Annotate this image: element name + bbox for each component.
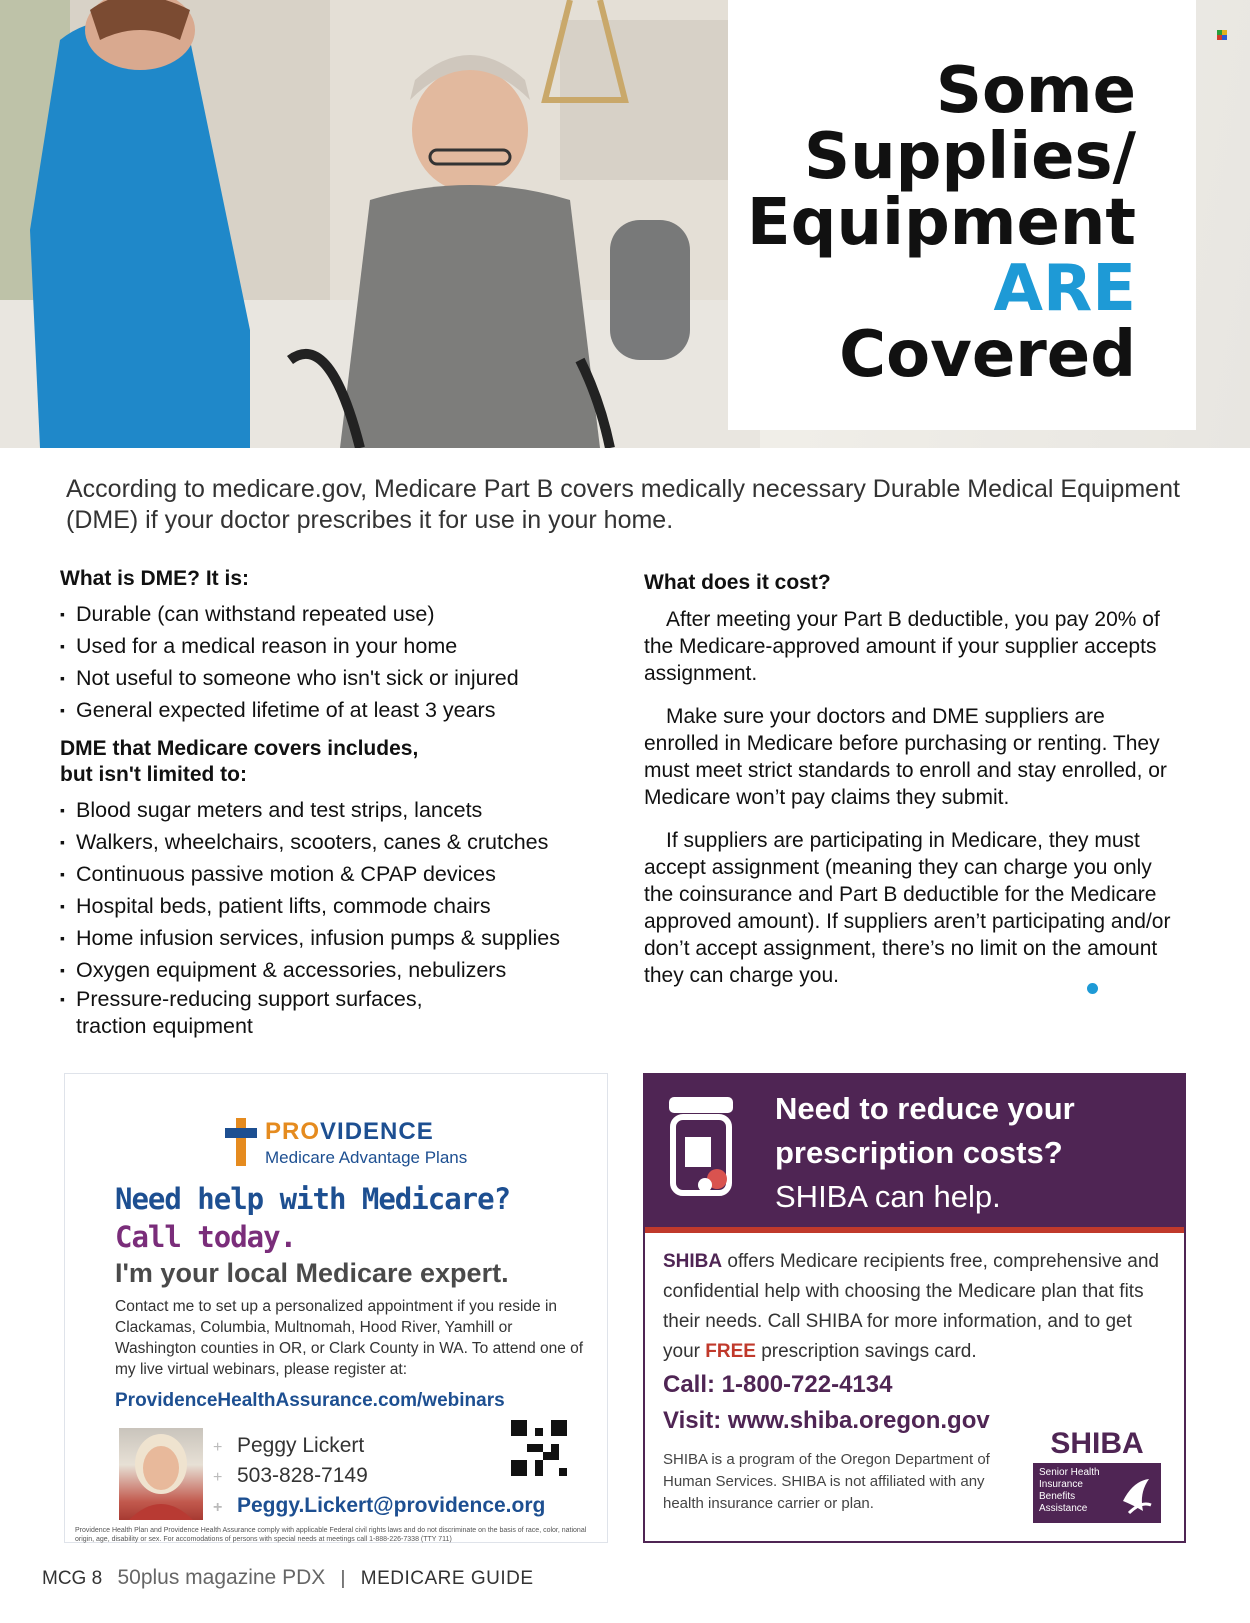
providence-ad[interactable] bbox=[64, 1073, 608, 1543]
shiba-logo-tagline: Senior Health Insurance Benefits Assistance bbox=[1039, 1467, 1100, 1514]
page-title-line-2: Supplies/ bbox=[803, 120, 1136, 194]
list-item: ▪ Blood sugar meters and test strips, lancets bbox=[60, 794, 640, 826]
footer-separator: | bbox=[340, 1568, 346, 1589]
agent-photo bbox=[119, 1428, 203, 1520]
list-item: ▪ Used for a medical reason in your home bbox=[60, 630, 640, 662]
list-item: ▪ Oxygen equipment & accessories, nebulizers bbox=[60, 954, 640, 986]
corner-logo-icon bbox=[1217, 30, 1227, 40]
section-name: MEDICARE GUIDE bbox=[360, 1568, 534, 1589]
shiba-headline: Need to reduce your prescription costs? SHIBA can help. bbox=[775, 1091, 1075, 1214]
pill-bottle-icon bbox=[665, 1097, 737, 1197]
page-number: MCG 8 bbox=[42, 1568, 103, 1589]
dme-criteria-list bbox=[60, 598, 640, 726]
shiba-phone-link[interactable]: Call: 1-800-722-4134 bbox=[663, 1371, 893, 1398]
list-item: ▪ Home infusion services, infusion pumps & supplies bbox=[60, 922, 640, 954]
qr-code-icon[interactable] bbox=[511, 1420, 567, 1476]
cost-heading: What does it cost? bbox=[644, 571, 831, 594]
list-item: ▪ General expected lifetime of at least 3 years bbox=[60, 694, 640, 726]
cost-paragraph: If suppliers are participating in Medicare, they must accept assignment (meaning they can charge you only the coinsurance and Part B deductible for the Medicare approved amount). If suppliers aren’t participating and/or don’t accept assignment, there’s no limit on the amount they can charge you. bbox=[644, 829, 1171, 987]
cost-column bbox=[644, 570, 1184, 989]
list-item: ▪ Hospital beds, patient lifts, commode chairs bbox=[60, 890, 640, 922]
hero-photo bbox=[0, 0, 760, 448]
end-mark-dot bbox=[1087, 983, 1098, 994]
shiba-divider bbox=[645, 1227, 1184, 1233]
providence-logo bbox=[225, 1118, 585, 1178]
page-title-line-5: Covered bbox=[839, 318, 1136, 392]
shiba-website-link[interactable]: Visit: www.shiba.oregon.gov bbox=[663, 1407, 990, 1434]
list-item: ▪ Continuous passive motion & CPAP devices bbox=[60, 858, 640, 890]
list-item: ▪ Not useful to someone who isn't sick or injured bbox=[60, 662, 640, 694]
covered-heading-line-1: DME that Medicare covers includes, bbox=[60, 737, 419, 760]
agent-name: + Peggy Lickert bbox=[213, 1434, 365, 1457]
agent-phone[interactable]: + 503-828-7149 bbox=[213, 1464, 368, 1487]
shiba-ad[interactable] bbox=[643, 1073, 1186, 1543]
title-panel bbox=[728, 0, 1196, 430]
shiba-body-text: SHIBA offers Medicare recipients free, comprehensive and confidential help with choosing the Medicare plan that fits their needs. Call SHIBA for more information, and to get your FREE prescription savings card. bbox=[663, 1251, 1159, 1362]
providence-subbrand: Medicare Advantage Plans bbox=[265, 1148, 468, 1167]
dme-definition-column bbox=[60, 566, 640, 1040]
list-item: ▪ Durable (can withstand repeated use) bbox=[60, 598, 640, 630]
hero-section bbox=[0, 0, 1250, 448]
covered-items-list bbox=[60, 794, 640, 1040]
cost-paragraph: After meeting your Part B deductible, you pay 20% of the Medicare-approved amount if your supplier accepts assignment. bbox=[644, 608, 1160, 685]
cost-paragraph: Make sure your doctors and DME suppliers are enrolled in Medicare before purchasing or renting. They must meet strict standards to enroll and stay enrolled, or Medicare won’t pay claims they submit. bbox=[644, 705, 1167, 809]
ad-body-text: Contact me to set up a personalized appointment if you reside in Clackamas, Columbia, Multnomah, Hood River, Yamhill or Washington counties in OR, or Clark County in WA. To attend one of my live virtual webinars, please register at: bbox=[115, 1298, 584, 1378]
ad-subheadline: I'm your local Medicare expert. bbox=[115, 1258, 509, 1288]
agent-email-link[interactable]: + Peggy.Lickert@providence.org bbox=[213, 1494, 546, 1517]
hands-icon bbox=[1119, 1471, 1155, 1517]
dme-heading: What is DME? It is: bbox=[60, 567, 249, 590]
legal-disclaimer: Providence Health Plan and Providence Health Assurance comply with applicable Federal civil rights laws and do not discriminate on the basis of race, color, national origin, age, disability or sex. For accomodations of persons with special needs at meetings call 1-888-226-7338 (TTY 711) bbox=[75, 1527, 587, 1543]
page-title-line-3: Equipment bbox=[746, 186, 1136, 260]
agent-portrait-icon bbox=[119, 1428, 203, 1520]
list-item: ▪ Pressure-reducing support surfaces, traction equipment bbox=[60, 986, 480, 1040]
intro-paragraph: According to medicare.gov, Medicare Part B covers medically necessary Durable Medical Equipment (DME) if your doctor prescribes it for use in your home. bbox=[66, 475, 1180, 534]
providence-brand: PROVIDENCE bbox=[265, 1118, 434, 1145]
page-title-accent: ARE bbox=[993, 252, 1136, 326]
shiba-logo: SHIBA Senior Health Insurance Benefits Assistance bbox=[1033, 1427, 1161, 1523]
ad-call-to-action: Call today. bbox=[115, 1220, 297, 1254]
webinar-link[interactable]: ProvidenceHealthAssurance.com/webinars bbox=[115, 1390, 505, 1411]
cross-icon bbox=[225, 1118, 257, 1166]
shiba-header-band bbox=[645, 1075, 1184, 1227]
shiba-footnote: SHIBA is a program of the Oregon Department of Human Services. SHIBA is not affiliated with any health insurance carrier or plan. bbox=[663, 1451, 990, 1512]
page-title-line-1: Some bbox=[935, 54, 1136, 128]
magazine-name: 50plus magazine PDX bbox=[117, 1566, 326, 1589]
covered-heading-line-2: but isn't limited to: bbox=[60, 763, 247, 786]
ad-headline: Need help with Medicare? bbox=[115, 1182, 511, 1216]
list-item: ▪ Walkers, wheelchairs, scooters, canes & crutches bbox=[60, 826, 640, 858]
covered-heading bbox=[60, 736, 640, 788]
page-footer bbox=[42, 1566, 534, 1590]
